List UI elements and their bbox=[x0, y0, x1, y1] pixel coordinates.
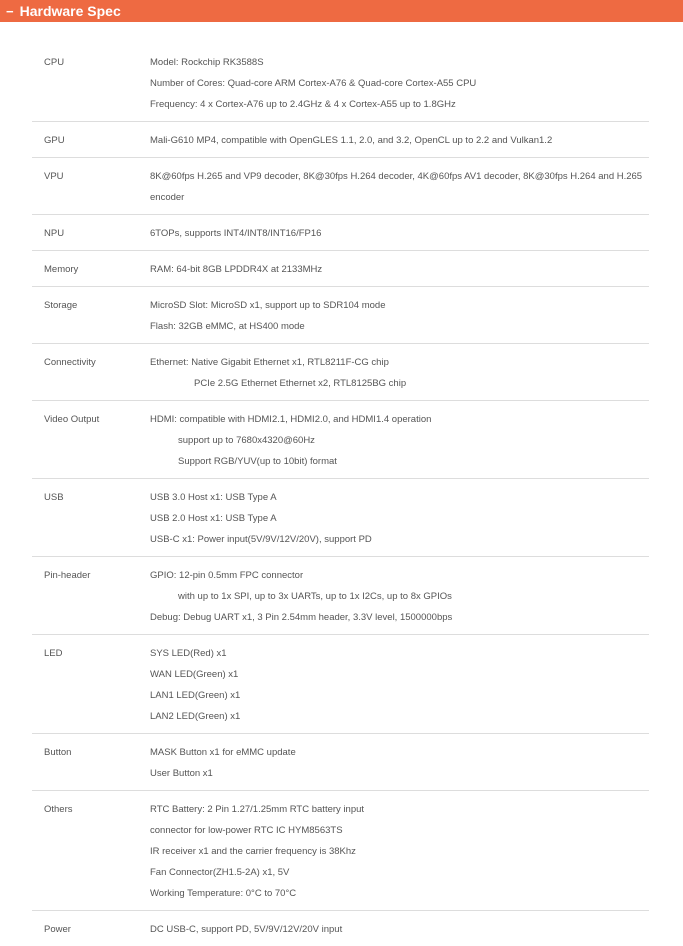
section-title: Hardware Spec bbox=[19, 3, 121, 19]
spec-value: USB-C x1: Power input(5V/9V/12V/20V), support PD bbox=[150, 534, 372, 545]
spec-value: 8K@60fps H.265 and VP9 decoder, 8K@30fps H.264 decoder, 4K@60fps AV1 decoder, 8K@30fps H.264 and H.265 encoder bbox=[150, 171, 643, 203]
spec-label: NPU bbox=[44, 228, 65, 239]
spec-value: Model: Rockchip RK3588S bbox=[150, 57, 264, 68]
spec-values bbox=[150, 742, 649, 784]
spec-values bbox=[150, 52, 649, 115]
spec-row-power bbox=[32, 911, 649, 946]
spec-value: DC USB-C, support PD, 5V/9V/12V/20V input bbox=[150, 924, 343, 935]
spec-label: Button bbox=[44, 747, 72, 758]
spec-value: WAN LED(Green) x1 bbox=[150, 669, 239, 680]
spec-value: MicroSD Slot: MicroSD x1, support up to SDR104 mode bbox=[150, 300, 386, 311]
spec-value: USB 3.0 Host x1: USB Type A bbox=[150, 492, 277, 503]
spec-values bbox=[150, 409, 649, 472]
spec-value: GPIO: 12-pin 0.5mm FPC connector bbox=[150, 570, 304, 581]
spec-value: USB 2.0 Host x1: USB Type A bbox=[150, 513, 277, 524]
spec-row-storage bbox=[32, 287, 649, 344]
spec-row-gpu bbox=[32, 122, 649, 158]
spec-value: 6TOPs, supports INT4/INT8/INT16/FP16 bbox=[150, 228, 322, 239]
spec-values bbox=[150, 130, 649, 151]
spec-label: USB bbox=[44, 492, 64, 503]
spec-row-memory bbox=[32, 251, 649, 287]
spec-values bbox=[150, 223, 649, 244]
spec-value: Support RGB/YUV(up to 10bit) format bbox=[178, 456, 337, 467]
spec-value: Working Temperature: 0°C to 70°C bbox=[150, 888, 297, 899]
spec-value: Ethernet: Native Gigabit Ethernet x1, RTL8211F-CG chip bbox=[150, 357, 389, 368]
spec-label: Video Output bbox=[44, 414, 100, 425]
collapse-icon[interactable]: − bbox=[6, 3, 14, 19]
spec-values bbox=[150, 799, 649, 904]
spec-label: Pin-header bbox=[44, 570, 91, 581]
spec-value: SYS LED(Red) x1 bbox=[150, 648, 227, 659]
spec-row-connectivity bbox=[32, 344, 649, 401]
spec-row-cpu bbox=[32, 44, 649, 122]
spec-label: Power bbox=[44, 924, 71, 935]
spec-value: Frequency: 4 x Cortex-A76 up to 2.4GHz & 4 x Cortex-A55 up to 1.8GHz bbox=[150, 99, 456, 110]
spec-row-others bbox=[32, 791, 649, 911]
spec-values bbox=[150, 166, 649, 208]
spec-value: support up to 7680x4320@60Hz bbox=[178, 435, 315, 446]
spec-value: connector for low-power RTC IC HYM8563TS bbox=[150, 825, 343, 836]
spec-value: Flash: 32GB eMMC, at HS400 mode bbox=[150, 321, 305, 332]
spec-row-video-output bbox=[32, 401, 649, 479]
spec-value: LAN2 LED(Green) x1 bbox=[150, 711, 241, 722]
spec-values bbox=[150, 643, 649, 727]
spec-row-led bbox=[32, 635, 649, 734]
spec-value: Fan Connector(ZH1.5-2A) x1, 5V bbox=[150, 867, 290, 878]
spec-value: HDMI: compatible with HDMI2.1, HDMI2.0, and HDMI1.4 operation bbox=[150, 414, 432, 425]
spec-label: Memory bbox=[44, 264, 79, 275]
spec-values bbox=[150, 565, 649, 628]
spec-row-vpu bbox=[32, 158, 649, 215]
spec-value: User Button x1 bbox=[150, 768, 213, 779]
hardware-spec-header[interactable] bbox=[0, 0, 683, 22]
spec-value: MASK Button x1 for eMMC update bbox=[150, 747, 296, 758]
spec-values bbox=[150, 487, 649, 550]
spec-values bbox=[150, 295, 649, 337]
spec-row-usb bbox=[32, 479, 649, 557]
spec-table bbox=[32, 44, 649, 946]
spec-row-button bbox=[32, 734, 649, 791]
spec-value: RTC Battery: 2 Pin 1.27/1.25mm RTC battery input bbox=[150, 804, 365, 815]
spec-label: GPU bbox=[44, 135, 65, 146]
spec-value: PCIe 2.5G Ethernet Ethernet x2, RTL8125BG chip bbox=[194, 378, 407, 389]
spec-label: LED bbox=[44, 648, 63, 659]
spec-label: VPU bbox=[44, 171, 64, 182]
spec-value: IR receiver x1 and the carrier frequency is 38Khz bbox=[150, 846, 356, 857]
spec-value: LAN1 LED(Green) x1 bbox=[150, 690, 241, 701]
spec-value: Number of Cores: Quad-core ARM Cortex-A76 & Quad-core Cortex-A55 CPU bbox=[150, 78, 477, 89]
spec-values bbox=[150, 259, 649, 280]
spec-row-npu bbox=[32, 215, 649, 251]
spec-label: CPU bbox=[44, 57, 65, 68]
spec-value: Mali-G610 MP4, compatible with OpenGLES 1.1, 2.0, and 3.2, OpenCL up to 2.2 and Vulkan1.2 bbox=[150, 135, 553, 146]
spec-value: Debug: Debug UART x1, 3 Pin 2.54mm header, 3.3V level, 1500000bps bbox=[150, 612, 453, 623]
spec-label: Others bbox=[44, 804, 73, 815]
spec-row-pin-header bbox=[32, 557, 649, 635]
spec-label: Storage bbox=[44, 300, 78, 311]
spec-values bbox=[150, 352, 649, 394]
spec-label: Connectivity bbox=[44, 357, 96, 368]
spec-value: with up to 1x SPI, up to 3x UARTs, up to 1x I2Cs, up to 8x GPIOs bbox=[178, 591, 452, 602]
spec-value: RAM: 64-bit 8GB LPDDR4X at 2133MHz bbox=[150, 264, 323, 275]
spec-values bbox=[150, 919, 649, 940]
